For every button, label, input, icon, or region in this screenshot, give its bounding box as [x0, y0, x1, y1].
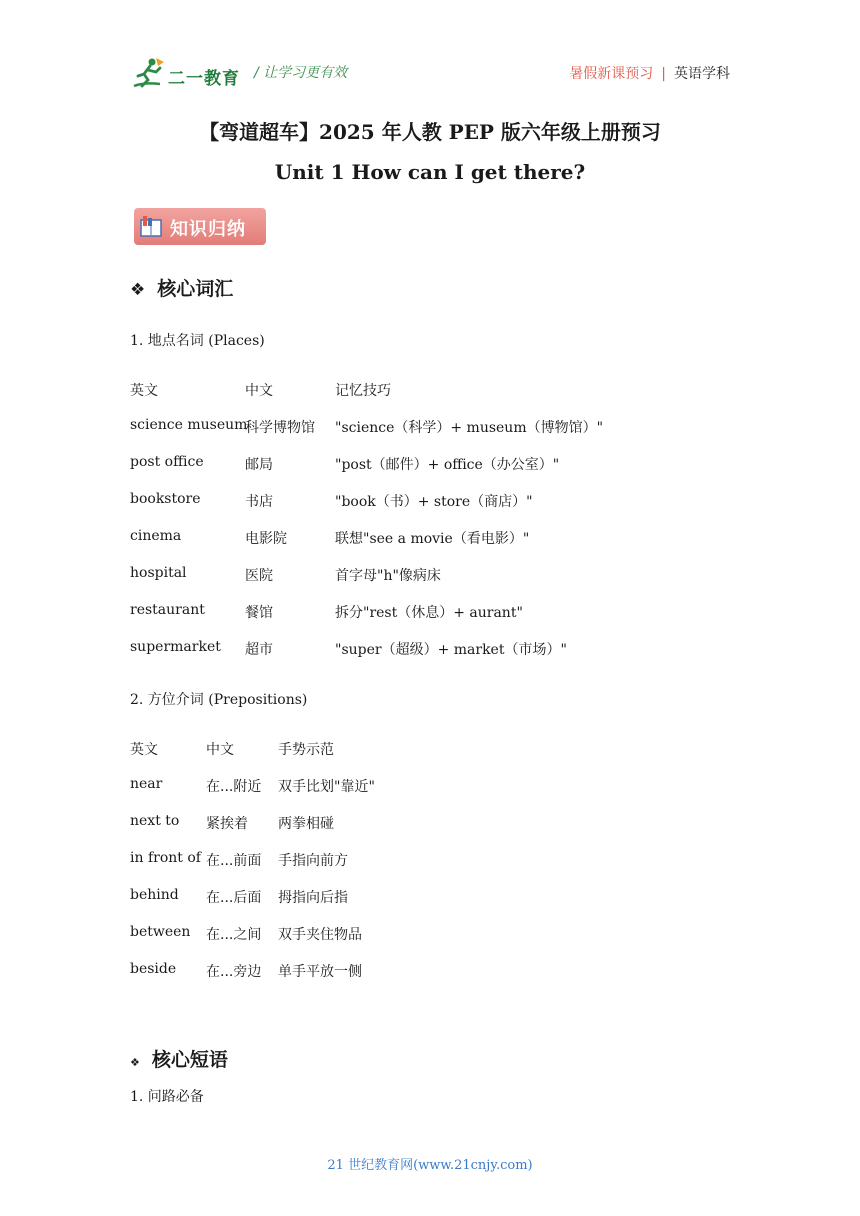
prep-english: near: [130, 776, 163, 792]
slogan: / 让学习更有效: [254, 65, 348, 81]
vocab-title-text: 核心词汇: [157, 278, 234, 300]
diamond-bullet-icon: ❖: [130, 1056, 140, 1069]
prep-chinese: 在...后面: [206, 890, 262, 906]
logo: [130, 56, 250, 90]
badge-label: 知识归纳: [170, 219, 246, 240]
place-english: hospital: [130, 565, 187, 581]
place-chinese: 电影院: [245, 531, 287, 547]
prep-english: in front of: [130, 850, 201, 866]
place-memory-tip: 拆分"rest（休息）+ aurant": [335, 605, 523, 621]
place-chinese: 餐馆: [245, 605, 273, 621]
place-memory-tip: "post（邮件）+ office（办公室）": [335, 457, 560, 473]
place-chinese: 邮局: [245, 457, 273, 473]
course-label: 暑假新课预习: [569, 66, 654, 82]
prep-gesture: 拇指向后指: [278, 890, 348, 906]
prep-english: between: [130, 924, 191, 940]
prep-gesture: 双手比划"靠近": [278, 779, 375, 795]
place-memory-tip: "science（科学）+ museum（博物馆）": [335, 420, 604, 436]
prep-gesture: 两拳相碰: [278, 816, 334, 832]
prep-col-chinese: 中文: [206, 742, 234, 758]
prep-english: next to: [130, 813, 180, 829]
header-separator: |: [661, 66, 666, 82]
prep-chinese: 紧挨着: [206, 816, 248, 832]
place-english: post office: [130, 454, 204, 470]
prep-gesture: 单手平放一侧: [278, 964, 362, 980]
phrases-section-title: [130, 1045, 228, 1072]
place-chinese: 科学博物馆: [245, 420, 315, 436]
place-memory-tip: "super（超级）+ market（市场）": [335, 642, 567, 658]
subject-label: 英语学科: [674, 66, 730, 82]
place-chinese: 超市: [245, 642, 273, 658]
place-memory-tip: "book（书）+ store（商店）": [335, 494, 533, 510]
page-header: [130, 54, 730, 90]
place-memory-tip: 联想"see a movie（看电影）": [335, 531, 530, 547]
places-col-english: 英文: [130, 383, 158, 399]
vocab-section-title: [130, 274, 233, 301]
book-icon: [140, 215, 162, 238]
place-english: bookstore: [130, 491, 201, 507]
prep-english: beside: [130, 961, 177, 977]
page-footer: 21 世纪教育网(www.21cnjy.com): [327, 1158, 533, 1173]
place-english: cinema: [130, 528, 182, 544]
header-right: [569, 63, 730, 83]
prep-chinese: 在...旁边: [206, 964, 262, 980]
places-heading: 1. 地点名词 (Places): [130, 333, 265, 349]
unit-title: Unit 1 How can I get there?: [274, 160, 586, 184]
prep-chinese: 在...之间: [206, 927, 262, 943]
places-col-memory: 记忆技巧: [335, 383, 391, 399]
place-chinese: 书店: [245, 494, 273, 510]
phrases-subheading: 1. 问路必备: [130, 1089, 204, 1105]
knowledge-badge: [134, 208, 266, 245]
prep-col-english: 英文: [130, 742, 158, 758]
place-english: restaurant: [130, 602, 205, 618]
place-english: supermarket: [130, 639, 221, 655]
prep-gesture: 手指向前方: [278, 853, 348, 869]
logo-text: 二一教育: [168, 69, 240, 89]
diamond-bullet-icon: ❖: [130, 280, 146, 300]
page-title: 【弯道超车】2025 年人教 PEP 版六年级上册预习: [199, 120, 661, 144]
place-english: science museum: [130, 417, 248, 433]
prep-english: behind: [130, 887, 179, 903]
prepositions-heading: 2. 方位介词 (Prepositions): [130, 692, 308, 708]
places-col-chinese: 中文: [245, 383, 273, 399]
prep-col-gesture: 手势示范: [278, 742, 334, 758]
place-chinese: 医院: [245, 568, 273, 584]
place-memory-tip: 首字母"h"像病床: [335, 568, 441, 584]
runner-logo-icon: [130, 56, 168, 90]
prep-gesture: 双手夹住物品: [278, 927, 362, 943]
prep-chinese: 在...前面: [206, 853, 262, 869]
prep-chinese: 在...附近: [206, 779, 262, 795]
phrases-title-text: 核心短语: [151, 1049, 228, 1071]
